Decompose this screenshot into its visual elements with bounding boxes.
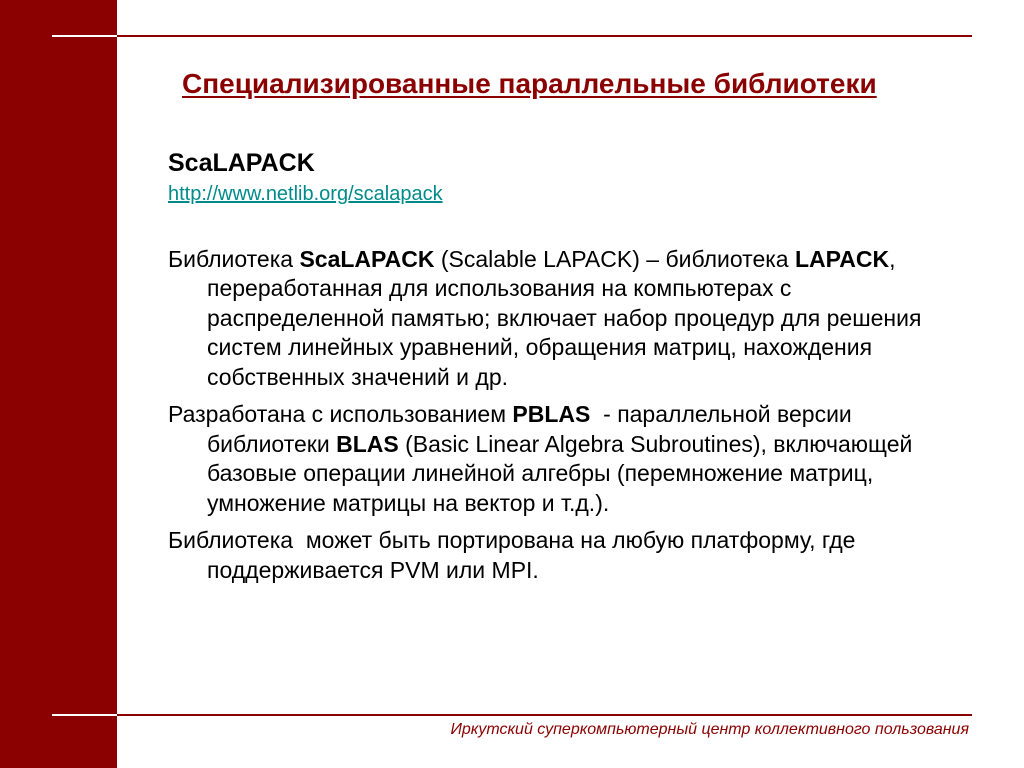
paragraph-2-text: - параллельной версии библиотеки bbox=[207, 401, 859, 457]
paragraph-1-text: Библиотека bbox=[168, 245, 300, 272]
bottom-rule-inner bbox=[52, 714, 117, 716]
paragraph-portability bbox=[168, 526, 968, 585]
bottom-rule bbox=[52, 714, 972, 716]
paragraph-3-text: Библиотека может быть портирована на любую платформу, где поддерживается PVM или MPI. bbox=[168, 527, 862, 583]
top-rule-inner bbox=[52, 35, 117, 37]
paragraph-scalapack bbox=[168, 245, 968, 393]
library-name: ScaLAPACK bbox=[168, 149, 315, 177]
library-link[interactable]: http://www.netlib.org/scalapack bbox=[168, 183, 443, 205]
side-band bbox=[0, 0, 117, 768]
paragraph-1-bold: LAPACK bbox=[795, 245, 890, 272]
paragraph-2-text: (Basic Linear Algebra Subroutines), включающей базовые операции линейной алгебры (перемножение матриц, умножение матрицы на вектор и т.д.). bbox=[207, 430, 913, 516]
footer-caption: Иркутский суперкомпьютерный центр коллективного пользования bbox=[450, 721, 969, 738]
paragraph-2-text: Разработана с использованием bbox=[168, 401, 513, 427]
slide-content bbox=[168, 148, 968, 585]
paragraph-1-bold: ScaLAPACK bbox=[299, 245, 435, 272]
paragraph-1-text: , переработанная для использования на компьютерах с распределенной памятью; включает набор процедур для решения систем линейных уравнений, обращения матриц, нахождения собственных значений и др. bbox=[207, 245, 922, 390]
slide-title: Специализированные параллельные библиотеки bbox=[182, 68, 877, 99]
paragraph-1-text: (Scalable LAPACK) – библиотека bbox=[434, 245, 795, 272]
paragraph-2-bold: BLAS bbox=[336, 430, 399, 457]
paragraph-2-bold: PBLAS bbox=[512, 401, 591, 427]
top-rule bbox=[52, 35, 972, 37]
paragraph-pblas bbox=[168, 400, 968, 518]
